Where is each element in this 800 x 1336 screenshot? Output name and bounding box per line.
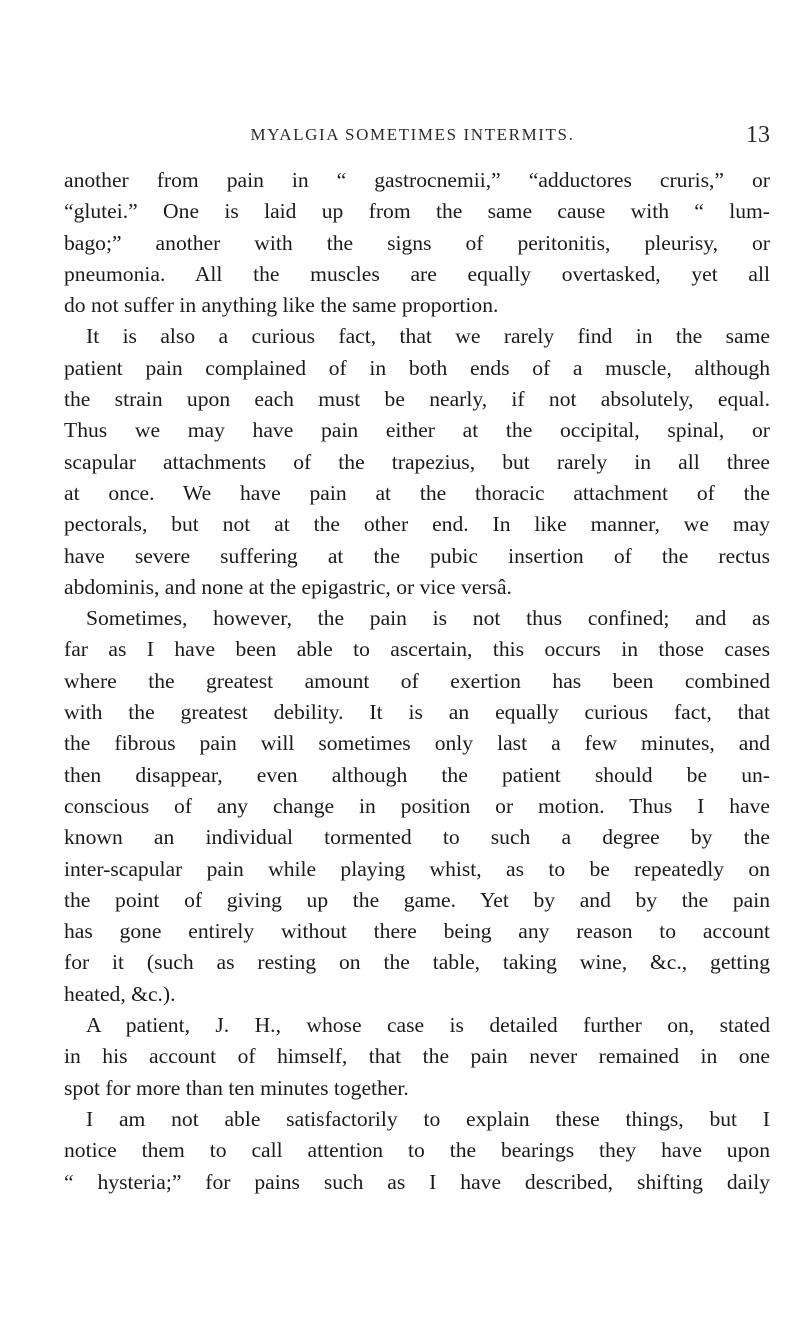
text-line: patient pain complained of in both ends of a muscle, although: [64, 355, 770, 380]
text-line: the point of giving up the game. Yet by and by the pain: [64, 887, 770, 912]
text-line: A patient, J. H., whose case is detailed further on, stated: [86, 1013, 770, 1038]
text-line: bago;” another with the signs of peritonitis, pleurisy, or: [64, 230, 770, 255]
text-line: another from pain in “ gastrocnemii,” “adductores cruris,” or: [64, 168, 770, 192]
text-line: spot for more than ten minutes together.: [64, 1075, 409, 1100]
text-line: with the greatest debility. It is an equally curious fact, that: [64, 700, 770, 725]
text-line: heated, &c.).: [64, 981, 176, 1006]
page-number: 13: [746, 122, 770, 148]
running-title: MYALGIA SOMETIMES INTERMITS.: [250, 125, 575, 144]
text-line: for it (such as resting on the table, taking wine, &c., getting: [64, 950, 770, 975]
text-line: It is also a curious fact, that we rarely find in the same: [86, 324, 770, 349]
text-line: pneumonia. All the muscles are equally overtasked, yet all: [64, 261, 770, 286]
text-line: in his account of himself, that the pain never remained in one: [64, 1044, 770, 1069]
text-line: scapular attachments of the trapezius, but rarely in all three: [64, 449, 770, 474]
text-line: then disappear, even although the patient should be un-: [64, 762, 770, 787]
text-line: “glutei.” One is laid up from the same cause with “ lum-: [64, 199, 770, 224]
text-line: known an individual tormented to such a degree by the: [64, 825, 770, 850]
text-line: notice them to call attention to the bearings they have upon: [64, 1138, 770, 1163]
text-line: I am not able satisfactorily to explain these things, but I: [86, 1106, 770, 1131]
text-line: do not suffer in anything like the same proportion.: [64, 293, 499, 318]
text-line: has gone entirely without there being any reason to account: [64, 919, 770, 944]
text-line: Thus we may have pain either at the occipital, spinal, or: [64, 418, 770, 443]
text-line: far as I have been able to ascertain, this occurs in those cases: [64, 637, 770, 662]
text-line: pectorals, but not at the other end. In like manner, we may: [64, 512, 770, 537]
text-line: at once. We have pain at the thoracic attachment of the: [64, 480, 770, 505]
text-line: have severe suffering at the pubic insertion of the rectus: [64, 543, 770, 568]
text-line: Sometimes, however, the pain is not thus confined; and as: [86, 606, 770, 631]
text-line: where the greatest amount of exertion has been combined: [64, 668, 770, 693]
running-header: [55, 120, 770, 150]
text-line: inter-scapular pain while playing whist, as to be repeatedly on: [64, 856, 770, 881]
text-line: conscious of any change in position or motion. Thus I have: [64, 793, 770, 818]
text-line: abdominis, and none at the epigastric, or vice versâ.: [64, 574, 512, 599]
text-line: “ hysteria;” for pains such as I have described, shifting daily: [64, 1169, 770, 1194]
text-line: the strain upon each must be nearly, if not absolutely, equal.: [64, 387, 770, 412]
text-line: the fibrous pain will sometimes only last a few minutes, and: [64, 731, 770, 756]
body-text: [64, 165, 770, 1198]
